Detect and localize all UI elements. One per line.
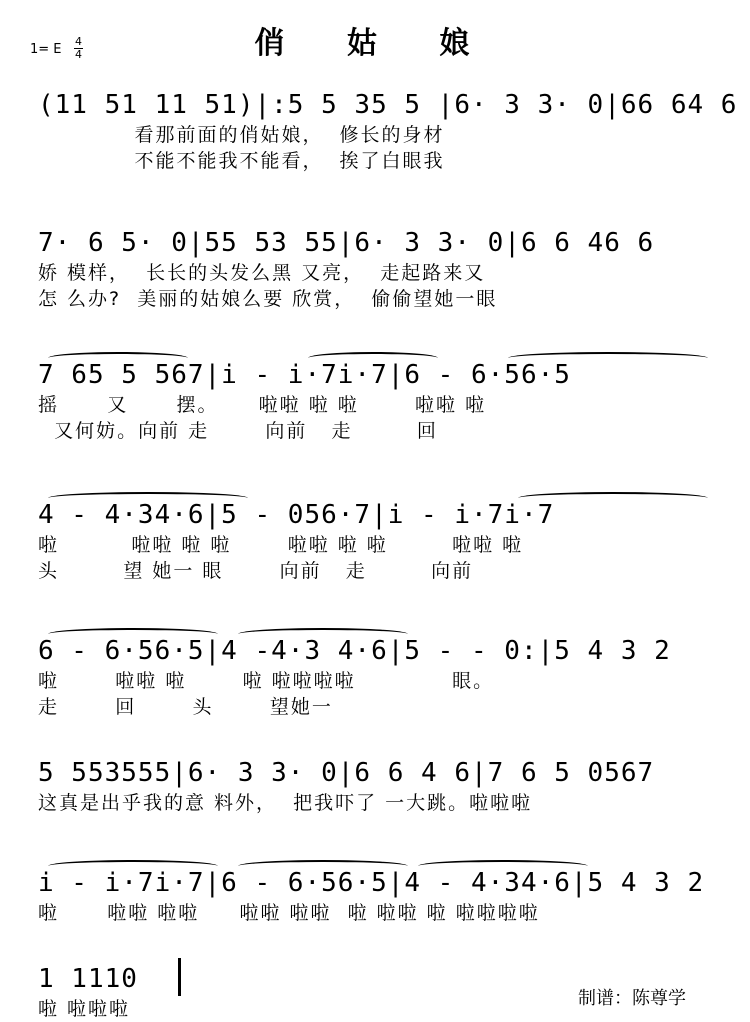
lyrics-verse-2: 怎 么办? 美丽的姑娘么要 欣赏， 偷偷望她一眼 — [38, 288, 498, 310]
score-system-2 — [38, 226, 728, 312]
score-system-7 — [38, 866, 728, 926]
lyrics-verse-1: 啦 啦啦 啦啦 啦啦 啦啦 啦 啦啦 啦 啦啦啦啦 — [38, 902, 540, 924]
score-system-5 — [38, 634, 728, 720]
transcriber-credit: 制谱：陈尊学 — [578, 988, 686, 1009]
notation-line: 7 65 5 567|i - i·7i·7|6 - 6·56·5 — [38, 360, 571, 390]
lyrics-verse-1: 这真是出乎我的意 料外， 把我吓了 一大跳。啦啦啦 — [38, 792, 533, 814]
notation-line: 6 - 6·56·5|4 -4·3 4·6|5 - - 0:|5 4 3 2 — [38, 636, 671, 666]
notation-line: 1 1110 — [38, 964, 138, 994]
lyrics-verse-2: 不能不能我不能看， 挨了白眼我 — [38, 150, 445, 172]
final-barline — [178, 958, 181, 996]
lyrics-verse-2: 又何妨。向前 走 向前 走 回 — [38, 420, 438, 442]
score-system-1 — [38, 88, 738, 174]
key-signature: 1= E — [30, 42, 62, 57]
lyrics-verse-1: 啦 啦啦啦 — [38, 998, 131, 1020]
notation-line: i - i·7i·7|6 - 6·56·5|4 - 4·34·6|5 4 3 2 — [38, 868, 705, 898]
lyrics-verse-1: 啦 啦啦 啦 啦 啦啦 啦 啦 啦啦 啦 — [38, 534, 524, 556]
lyrics-verse-1: 啦 啦啦 啦 啦 啦啦啦啦 眼。 — [38, 670, 495, 692]
notation-line: 5 553555|6· 3 3· 0|6 6 4 6|7 6 5 0567 — [38, 758, 655, 788]
score-system-3 — [38, 358, 728, 444]
lyrics-verse-1: 看那前面的俏姑娘， 修长的身材 — [38, 124, 445, 146]
time-signature-bottom: 4 — [75, 48, 82, 61]
notation-line: (11 51 11 51)|:5 5 35 5 |6· 3 3· 0|66 64 6 — [38, 90, 738, 120]
notation-line: 7· 6 5· 0|55 53 55|6· 3 3· 0|6 6 46 6 — [38, 228, 655, 258]
song-title: 俏 姑 娘 — [254, 26, 496, 61]
lyrics-verse-2: 走 回 头 望她一 — [38, 696, 333, 718]
lyrics-verse-2: 头 望 她一 眼 向前 走 向前 — [38, 560, 474, 582]
score-system-4 — [38, 498, 728, 584]
lyrics-verse-1: 摇 又 摆。 啦啦 啦 啦 啦啦 啦 — [38, 394, 487, 416]
time-signature-top: 4 — [75, 35, 82, 48]
notation-line: 4 - 4·34·6|5 - 056·7|i - i·7i·7 — [38, 500, 555, 530]
score-system-6 — [38, 756, 728, 816]
lyrics-verse-1: 娇 模样， 长长的头发么黑 又亮， 走起路来又 — [38, 262, 486, 284]
